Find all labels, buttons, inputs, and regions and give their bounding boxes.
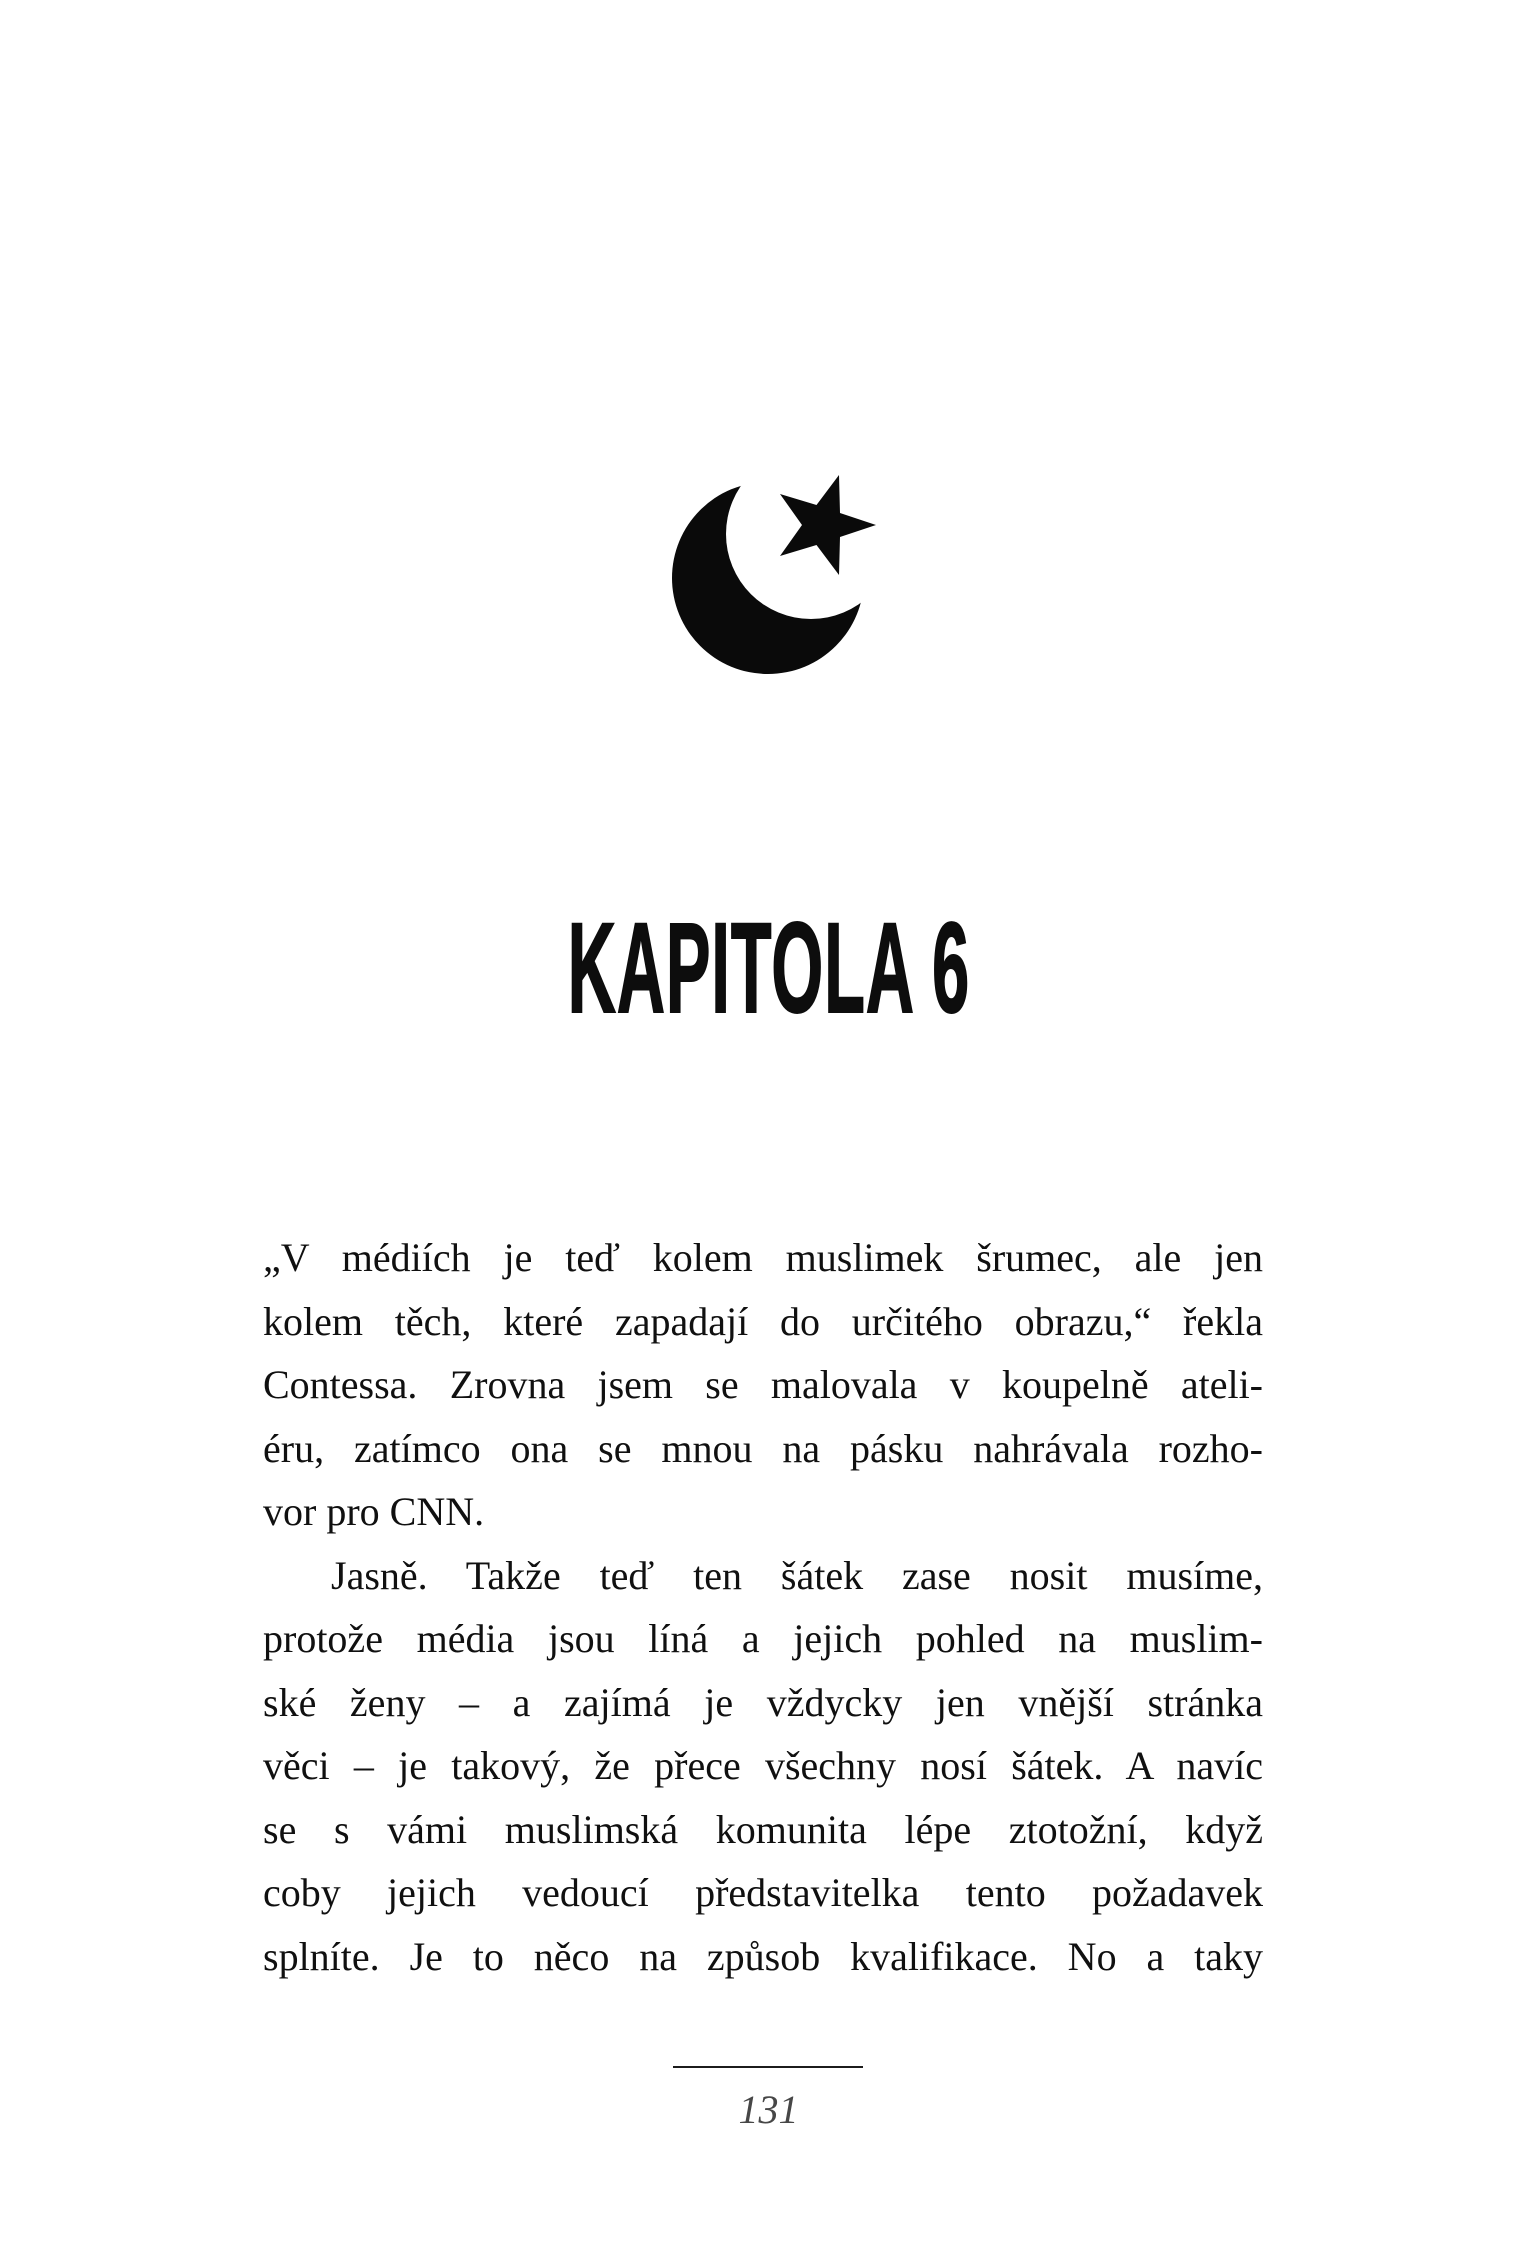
text-line: splníte. Je to něco na způsob kvalifikace. No a taky (263, 1933, 1263, 1979)
text-line: ské ženy – a zajímá je vždycky jen vnější stránka (263, 1679, 1263, 1725)
text-line: éru, zatímco ona se mnou na pásku nahrávala rozho- (263, 1425, 1263, 1471)
chapter-heading (0, 897, 1537, 1040)
footer-rule (673, 2066, 863, 2068)
page-number: 131 (738, 2087, 799, 2132)
body-text (263, 1226, 1263, 1988)
text-line: kolem těch, které zapadají do určitého obrazu,“ řekla (263, 1298, 1263, 1344)
text-line: se s vámi muslimská komunita lépe ztotožní, když (263, 1806, 1263, 1852)
text-line: věci – je takový, že přece všechny nosí šátek. A navíc (263, 1743, 1263, 1788)
text-line: vor pro CNN. (263, 1489, 485, 1534)
chapter-heading-text: KAPITOLA 6 (567, 897, 970, 1040)
star-and-crescent-icon (670, 473, 882, 678)
text-line: protože média jsou líná a jejich pohled na muslim- (263, 1616, 1263, 1661)
text-line: „V médiích je teď kolem muslimek šrumec, ale jen (263, 1235, 1263, 1280)
text-line: coby jejich vedoucí představitelka tento požadavek (263, 1870, 1263, 1915)
text-line: Jasně. Takže teď ten šátek zase nosit musíme, (331, 1552, 1263, 1598)
text-line: Contessa. Zrovna jsem se malovala v koupelně ateli- (263, 1362, 1263, 1407)
